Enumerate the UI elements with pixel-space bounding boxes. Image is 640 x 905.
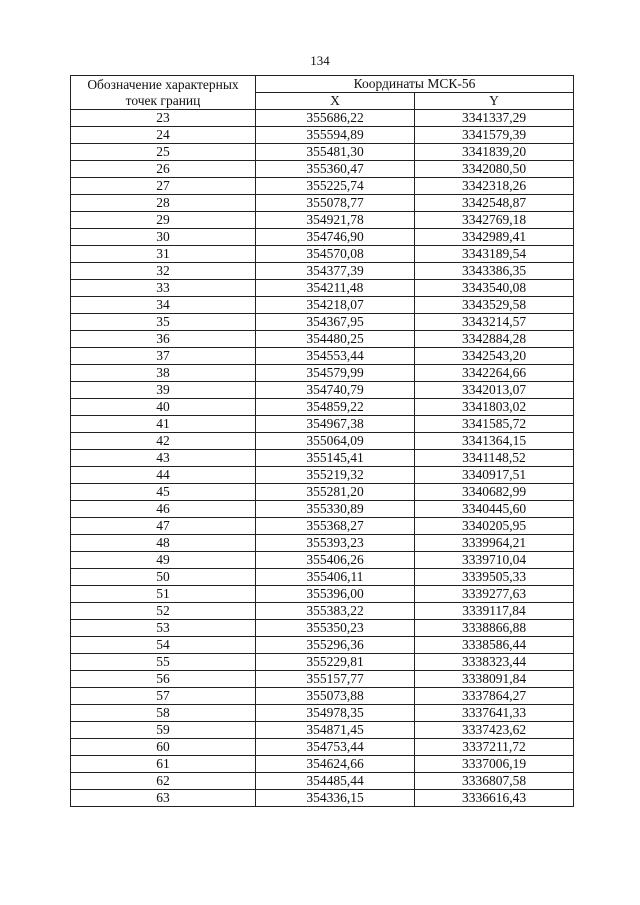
- cell-point: 35: [71, 314, 256, 331]
- cell-y: 3337006,19: [415, 756, 574, 773]
- cell-point: 33: [71, 280, 256, 297]
- cell-x: 355360,47: [256, 161, 415, 178]
- cell-x: 355296,36: [256, 637, 415, 654]
- cell-y: 3343189,54: [415, 246, 574, 263]
- table-row: [71, 739, 574, 756]
- cell-point: 23: [71, 110, 256, 127]
- table-row: [71, 280, 574, 297]
- cell-x: 355064,09: [256, 433, 415, 450]
- cell-y: 3337864,27: [415, 688, 574, 705]
- cell-y: 3341337,29: [415, 110, 574, 127]
- cell-x: 355393,23: [256, 535, 415, 552]
- cell-point: 46: [71, 501, 256, 518]
- cell-y: 3341364,15: [415, 433, 574, 450]
- cell-point: 36: [71, 331, 256, 348]
- cell-point: 29: [71, 212, 256, 229]
- cell-point: 53: [71, 620, 256, 637]
- cell-point: 63: [71, 790, 256, 807]
- cell-x: 355229,81: [256, 654, 415, 671]
- table-row: [71, 535, 574, 552]
- cell-x: 354485,44: [256, 773, 415, 790]
- table-row: [71, 331, 574, 348]
- cell-point: 42: [71, 433, 256, 450]
- cell-point: 26: [71, 161, 256, 178]
- cell-y: 3342080,50: [415, 161, 574, 178]
- cell-y: 3338866,88: [415, 620, 574, 637]
- table-row: [71, 161, 574, 178]
- cell-y: 3339710,04: [415, 552, 574, 569]
- cell-point: 34: [71, 297, 256, 314]
- cell-point: 38: [71, 365, 256, 382]
- table-row: [71, 314, 574, 331]
- cell-x: 355406,26: [256, 552, 415, 569]
- cell-point: 62: [71, 773, 256, 790]
- table-row: [71, 399, 574, 416]
- table-row: [71, 484, 574, 501]
- cell-x: 355330,89: [256, 501, 415, 518]
- table-row: [71, 654, 574, 671]
- cell-y: 3342543,20: [415, 348, 574, 365]
- cell-point: 40: [71, 399, 256, 416]
- cell-x: 354336,15: [256, 790, 415, 807]
- cell-x: 354967,38: [256, 416, 415, 433]
- cell-point: 27: [71, 178, 256, 195]
- cell-x: 354921,78: [256, 212, 415, 229]
- table-body: [71, 110, 574, 807]
- header-x: X: [256, 93, 415, 110]
- cell-y: 3338586,44: [415, 637, 574, 654]
- table-row: [71, 586, 574, 603]
- cell-x: 355281,20: [256, 484, 415, 501]
- table-row: [71, 348, 574, 365]
- cell-point: 56: [71, 671, 256, 688]
- cell-point: 30: [71, 229, 256, 246]
- cell-x: 354859,22: [256, 399, 415, 416]
- cell-x: 354218,07: [256, 297, 415, 314]
- table-row: [71, 705, 574, 722]
- table-row: [71, 467, 574, 484]
- cell-x: 354740,79: [256, 382, 415, 399]
- cell-x: 354367,95: [256, 314, 415, 331]
- cell-y: 3341803,02: [415, 399, 574, 416]
- cell-point: 61: [71, 756, 256, 773]
- cell-y: 3339505,33: [415, 569, 574, 586]
- cell-point: 59: [71, 722, 256, 739]
- cell-y: 3337641,33: [415, 705, 574, 722]
- cell-y: 3338091,84: [415, 671, 574, 688]
- table-row: [71, 178, 574, 195]
- table-row: [71, 790, 574, 807]
- table-row: [71, 552, 574, 569]
- table-row: [71, 127, 574, 144]
- cell-point: 45: [71, 484, 256, 501]
- header-coordinates-group: Координаты МСК-56: [256, 76, 574, 93]
- cell-y: 3340205,95: [415, 518, 574, 535]
- cell-x: 354377,39: [256, 263, 415, 280]
- cell-x: 354978,35: [256, 705, 415, 722]
- cell-point: 32: [71, 263, 256, 280]
- table-row: [71, 110, 574, 127]
- cell-x: 355594,89: [256, 127, 415, 144]
- cell-y: 3339117,84: [415, 603, 574, 620]
- cell-y: 3342013,07: [415, 382, 574, 399]
- cell-x: 355073,88: [256, 688, 415, 705]
- cell-point: 41: [71, 416, 256, 433]
- cell-x: 355368,27: [256, 518, 415, 535]
- cell-y: 3343214,57: [415, 314, 574, 331]
- cell-point: 28: [71, 195, 256, 212]
- cell-point: 25: [71, 144, 256, 161]
- cell-y: 3343529,58: [415, 297, 574, 314]
- cell-x: 355686,22: [256, 110, 415, 127]
- cell-y: 3336616,43: [415, 790, 574, 807]
- cell-point: 60: [71, 739, 256, 756]
- cell-y: 3339964,21: [415, 535, 574, 552]
- table-row: [71, 297, 574, 314]
- cell-x: 354211,48: [256, 280, 415, 297]
- table-row: [71, 144, 574, 161]
- cell-y: 3341585,72: [415, 416, 574, 433]
- cell-y: 3341148,52: [415, 450, 574, 467]
- table-row: [71, 229, 574, 246]
- table-header-row: [71, 76, 574, 93]
- cell-y: 3343540,08: [415, 280, 574, 297]
- cell-y: 3342989,41: [415, 229, 574, 246]
- cell-x: 354579,99: [256, 365, 415, 382]
- table-row: [71, 688, 574, 705]
- cell-y: 3338323,44: [415, 654, 574, 671]
- cell-point: 31: [71, 246, 256, 263]
- cell-x: 355078,77: [256, 195, 415, 212]
- table-row: [71, 518, 574, 535]
- table-row: [71, 416, 574, 433]
- table-row: [71, 501, 574, 518]
- cell-y: 3340682,99: [415, 484, 574, 501]
- cell-point: 50: [71, 569, 256, 586]
- cell-y: 3341839,20: [415, 144, 574, 161]
- cell-y: 3340917,51: [415, 467, 574, 484]
- cell-x: 355383,22: [256, 603, 415, 620]
- cell-point: 47: [71, 518, 256, 535]
- cell-x: 355406,11: [256, 569, 415, 586]
- cell-point: 44: [71, 467, 256, 484]
- cell-y: 3342769,18: [415, 212, 574, 229]
- cell-y: 3340445,60: [415, 501, 574, 518]
- cell-x: 355350,23: [256, 620, 415, 637]
- cell-point: 51: [71, 586, 256, 603]
- page-number: 134: [310, 53, 330, 68]
- table-row: [71, 365, 574, 382]
- cell-x: 355481,30: [256, 144, 415, 161]
- cell-x: 354624,66: [256, 756, 415, 773]
- cell-y: 3339277,63: [415, 586, 574, 603]
- table-row: [71, 637, 574, 654]
- table-row: [71, 450, 574, 467]
- cell-point: 55: [71, 654, 256, 671]
- cell-point: 24: [71, 127, 256, 144]
- cell-point: 57: [71, 688, 256, 705]
- cell-point: 39: [71, 382, 256, 399]
- table-row: [71, 263, 574, 280]
- table-row: [71, 620, 574, 637]
- cell-x: 354871,45: [256, 722, 415, 739]
- cell-point: 48: [71, 535, 256, 552]
- cell-point: 52: [71, 603, 256, 620]
- table-row: [71, 246, 574, 263]
- cell-x: 355145,41: [256, 450, 415, 467]
- cell-y: 3337211,72: [415, 739, 574, 756]
- cell-x: 354480,25: [256, 331, 415, 348]
- cell-point: 54: [71, 637, 256, 654]
- table-row: [71, 212, 574, 229]
- cell-y: 3337423,62: [415, 722, 574, 739]
- table-row: [71, 569, 574, 586]
- cell-point: 43: [71, 450, 256, 467]
- cell-y: 3342548,87: [415, 195, 574, 212]
- cell-point: 58: [71, 705, 256, 722]
- table-row: [71, 756, 574, 773]
- cell-x: 355219,32: [256, 467, 415, 484]
- table-row: [71, 671, 574, 688]
- cell-x: 354746,90: [256, 229, 415, 246]
- cell-y: 3336807,58: [415, 773, 574, 790]
- table-row: [71, 773, 574, 790]
- cell-point: 49: [71, 552, 256, 569]
- cell-x: 354570,08: [256, 246, 415, 263]
- cell-y: 3342264,66: [415, 365, 574, 382]
- table-row: [71, 603, 574, 620]
- cell-x: 354753,44: [256, 739, 415, 756]
- header-y: Y: [415, 93, 574, 110]
- cell-y: 3341579,39: [415, 127, 574, 144]
- table-row: [71, 722, 574, 739]
- cell-x: 355225,74: [256, 178, 415, 195]
- cell-x: 355396,00: [256, 586, 415, 603]
- header-point-designation: Обозначение характерных точек границ: [71, 76, 256, 110]
- cell-y: 3342318,26: [415, 178, 574, 195]
- cell-y: 3343386,35: [415, 263, 574, 280]
- table-row: [71, 433, 574, 450]
- coordinates-table: [70, 75, 574, 807]
- table-row: [71, 382, 574, 399]
- table-row: [71, 195, 574, 212]
- cell-x: 355157,77: [256, 671, 415, 688]
- cell-y: 3342884,28: [415, 331, 574, 348]
- cell-point: 37: [71, 348, 256, 365]
- cell-x: 354553,44: [256, 348, 415, 365]
